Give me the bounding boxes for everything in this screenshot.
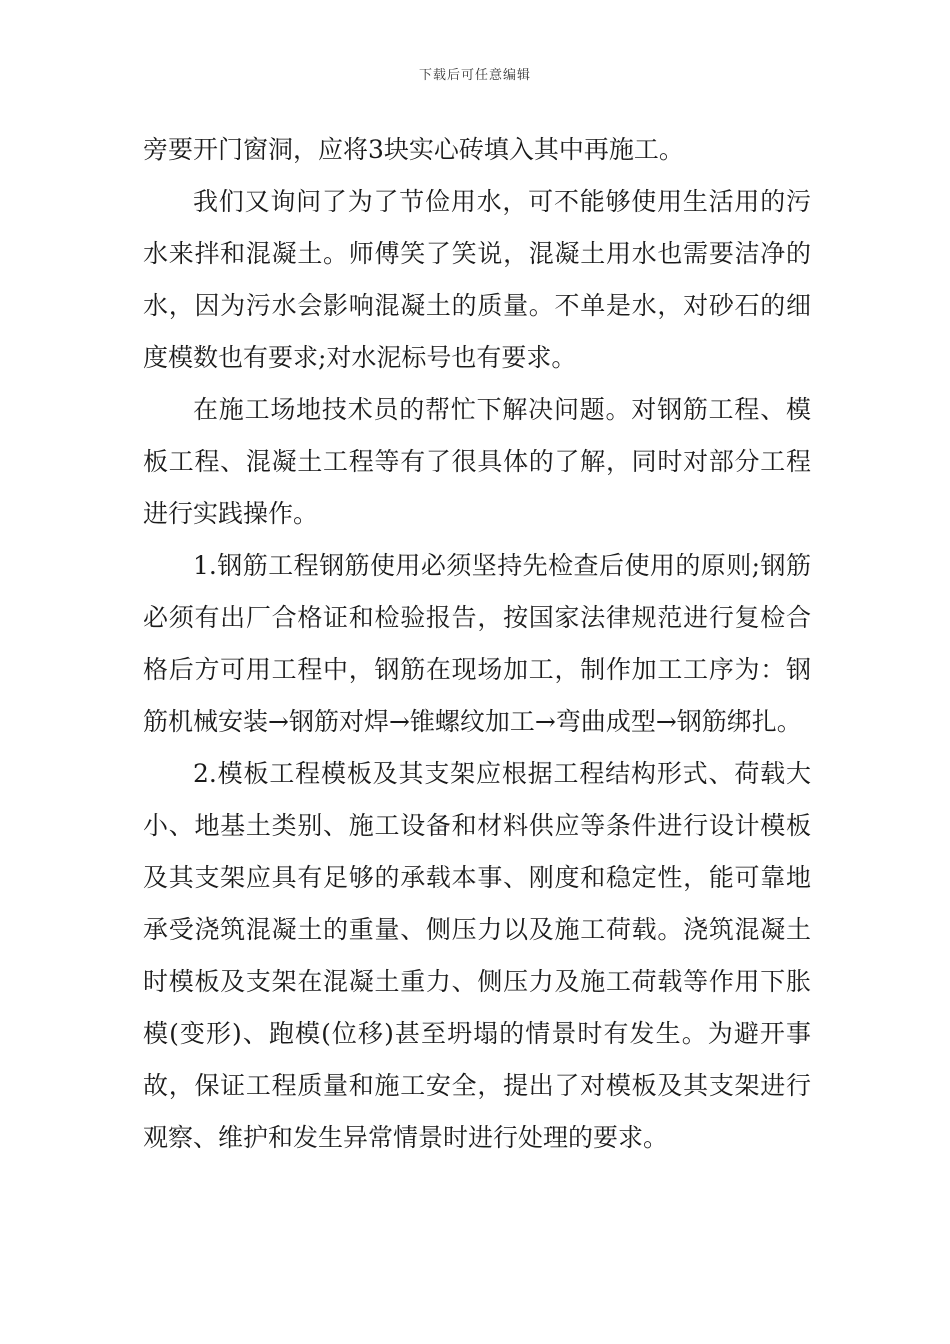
page-header: 下载后可任意编辑 <box>418 68 531 83</box>
document-body <box>143 124 811 1164</box>
paragraph-rebar-engineering: 1.钢筋工程钢筋使用必须坚持先检查后使用的原则;钢筋必须有出厂合格证和检验报告，按国家法律规范进行复检合格后方可用工程中，钢筋在现场加工，制作加工工序为：钢筋机械安装→钢筋对焊→锥螺纹加工→弯曲成型→钢筋绑扎。 <box>143 551 811 736</box>
paragraph-formwork-engineering: 2.模板工程模板及其支架应根据工程结构形式、荷载大小、地基土类别、施工设备和材料供应等条件进行设计模板及其支架应具有足够的承载本事、刚度和稳定性，能可靠地承受浇筑混凝土的重量、侧压力以及施工荷载。浇筑混凝土时模板及支架在混凝土重力、侧压力及施工荷载等作用下胀模(变形)、跑模(位移)甚至坍塌的情景时有发生。为避开事故，保证工程质量和施工安全，提出了对模板及其支架进行观察、维护和发生异常情景时进行处理的要求。 <box>143 759 811 1152</box>
paragraph-continuation: 旁要开门窗洞，应将3块实心砖填入其中再施工。 <box>143 135 684 164</box>
paragraph-site-practice: 在施工场地技术员的帮忙下解决问题。对钢筋工程、模板工程、混凝土工程等有了很具体的了解，同时对部分工程进行实践操作。 <box>143 395 811 528</box>
paragraph-water-quality: 我们又询问了为了节俭用水，可不能够使用生活用的污水来拌和混凝土。师傅笑了笑说，混凝土用水也需要洁净的水，因为污水会影响混凝土的质量。不单是水，对砂石的细度模数也有要求;对水泥标号也有要求。 <box>143 187 811 372</box>
